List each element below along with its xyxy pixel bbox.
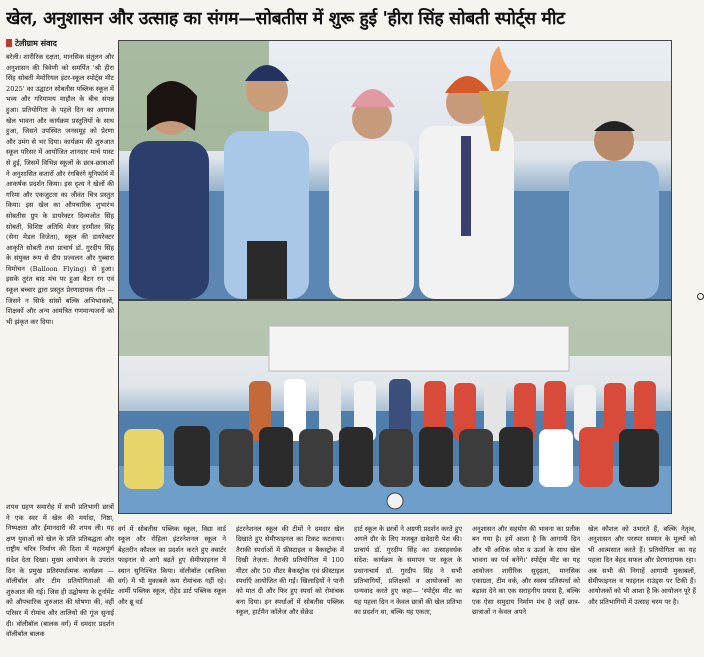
article-column-left: बरेली। शारीरिक दक्षता, मानसिक संतुलन और अनुशासन की त्रिवेणी को समर्पित 'श्री हीरा सिंह सोबती मेमोरियल इंटर-स्कूल स्पोर्ट्स मीट 2025' का उद्घाटन सोबतीस पब्लिक स्कूल में भव्य और गरिमामय माहौल के बीच संपन्न हुआ। प्रतियोगिता के पहले दिन का आगाज खेल भावना और कार्यक्रम प्रस्तुतियों के साथ हुआ, जिसने उपस्थित जनसमूह को प्रेरणा और उमंग से भर दिया। कार्यक्रम की शुरुआत स्कूल परिसर में आयोजित शानदार मार्च पास्ट से हुई, जिसमें विभिन्न स्कूलों के छात्र-छात्राओं ने अनुशासित कतारों और रंगबिरंगे यूनिफॉर्म में आकर्षक प्रदर्शन किया। इस दृश्य ने खेलों की गरिमा और एकजुटता का जीवंत चित्र प्रस्तुत किया। इस खेल का औपचारिक शुभारंभ सोबतीस ग्रुप के डायरेक्टर दिव्यजोत सिंह सोबती, विशिष्ट अतिथि मेजर हरमीतर सिंह (सेना मेडल विजेता), स्कूल की डायरेक्टर आकृति सोबती तथा प्राचार्य डॉ. गुरदीप सिंह के संयुक्त रूप से दीप प्रज्वलन और गुब्बारा विमोचन (Balloon Flying) से हुआ। इसके तुरंत बाद मंच पर हुआ बैटन रन एवं स्कूल बच्चार द्वारा प्रस्तुत प्रेरणादायक गीत — जिसने न सिर्फ सांसों बल्कि अभिभावकों, शिक्षकों और अन्य आमंत्रित गणमान्यजनों को भी झंकृत कर दिया। xyxy=(6,53,114,326)
article-column-left-continued: शपथ ग्रहण समारोह में सभी प्रतिभागी छात्रों ने एक स्वर में खेल की मर्यादा, निष्ठा, निष्पक्षता और ईमानदारी की शपथ ली। यह क्षण युवाओं को खेल के प्रति प्रतिबद्धता और राष्ट्रीय चरित्र निर्माण की दिशा में महत्वपूर्ण संदेश देता दिखा। मुख्य आयोजन के उपरांत दिन के प्रमुख प्रतिस्पर्धात्मक कार्यक्रम — वॉलीबॉल और टीम प्रतियोगिताओं की शुरुआत की गई। जिस ही उद्घोषणा के टूर्नामेंट को औपचारिक शुरुआत की घोषणा की, वहीं परिसर में रोमांच और तालियों की गूंज सुनाई दी। वॉलीबॉल (बालक वर्ग) में दमदार प्रदर्शन वॉलीबॉल बालक xyxy=(6,503,114,639)
torch-ceremony-photo xyxy=(118,40,672,300)
byline-marker xyxy=(6,39,12,47)
headline: खेल, अनुशासन और उत्साह का संगम—सोबतीस में शुरू हुई 'हीरा सिंह सोबती स्पोर्ट्स मीट xyxy=(6,9,565,29)
fold-marker xyxy=(697,293,704,300)
byline xyxy=(6,38,116,50)
byline-text: टेलीग्राम संवाद xyxy=(15,39,57,48)
group-photo xyxy=(118,300,672,514)
article-column-3: हार्ट स्कूल के छात्रों ने अग्रणी प्रदर्शन करते हुए अगले दौर के लिए मजबूत दावेदारी पेश की। प्राचार्य डॉ. गुरदीप सिंह का उत्साहवर्धक संदेश: कार्यक्रम के समापन पर स्कूल के प्रधानाचार्य डॉ. गुरदीप सिंह ने सभी प्रतिभागियों, प्रशिक्षकों व आयोजकों का धन्यवाद करते हुए कहा— 'स्पोर्ट्स मीट का यह पहला दिन न केवल छात्रों की खेल प्रतिभा का प्रदर्शन था, बल्कि यह एकता, xyxy=(354,525,462,617)
article-column-5: खेल कौशल को उभारते हैं, बल्कि नेतृत्व, अनुशासन और परस्पर सम्मान के मूल्यों को भी आत्मसात करते हैं। प्रतियोगिता का यह पहला दिन बेहद सफल और प्रेरणादायक रहा। अब सभी की निगाहें आगामी मुकाबलों, सेमीफाइनल व फाइनल राउंड्स पर टिकी हैं। आयोजकों को भी आशा है कि आयोजन पूरे हैं और प्रतिभागियों में उत्साह चरम पर है। xyxy=(588,525,696,606)
article-column-2: इंटरनेशनल स्कूल की टीमों ने दमदार खेल दिखाते हुए सेमीफाइनल का टिकट कटवाया। तैराकी स्पर्धाओं में फ्रीस्टाइल व बैकस्ट्रोक में दिखी तेज़ता: तैराकी प्रतियोगिता में 100 मीटर और 50 मीटर बैकस्ट्रोक एवं फ्रीस्टाइल स्पर्धाएँ आयोजित की गईं। खिलाड़ियों ने पानी को मात दी और फिर हुए स्पर्धा को रोमांचक बना दिया। इन स्पर्धाओं में सोबतीस पब्लिक स्कूल, हार्टमैन कॉलेज और सेक्रेड xyxy=(236,525,344,617)
article-column-1: वर्ग में सोबतीस पब्लिक स्कूल, विद्या वार्ड स्कूल और रोहिला इंटरनेशनल स्कूल ने बेहतरीन कौशल का प्रदर्शन करते हुए क्वार्टर फाइनल से आगे बढ़ते हुए सेमीफाइनल में स्थान सुनिश्चित किया। वॉलीबॉल (बालिका वर्ग) में भी मुकाबले कम रोमांचक नहीं रहे। आर्मी पब्लिक स्कूल, रोहेड डार्ट पब्लिक स्कूल और ब्रू वर्ड xyxy=(118,525,226,606)
article-column-4: अनुशासन और सहयोग की भावना का प्रतीक बन गया है। हमें आशा है कि आगामी दिन और भी अधिक जोश व ऊर्जा के साथ खेल भावना का पर्व बनेंगे।' स्पोर्ट्स मीट का यह आयोजन शारीरिक सुदृढ़ता, मानसिक एकाग्रता, टीम वर्क, और स्वस्थ प्रतिस्पर्धा को बढ़ावा देने का एक सराहनीय प्रयास है, बल्कि एक ऐसा समुदाय निर्माण मंच है जहाँ छात्र-छात्राओं न केवल अपने xyxy=(472,525,580,617)
group-photo-illustration xyxy=(119,301,671,513)
torch-ceremony-illustration xyxy=(119,41,671,299)
article-columns-bottom xyxy=(118,524,696,655)
